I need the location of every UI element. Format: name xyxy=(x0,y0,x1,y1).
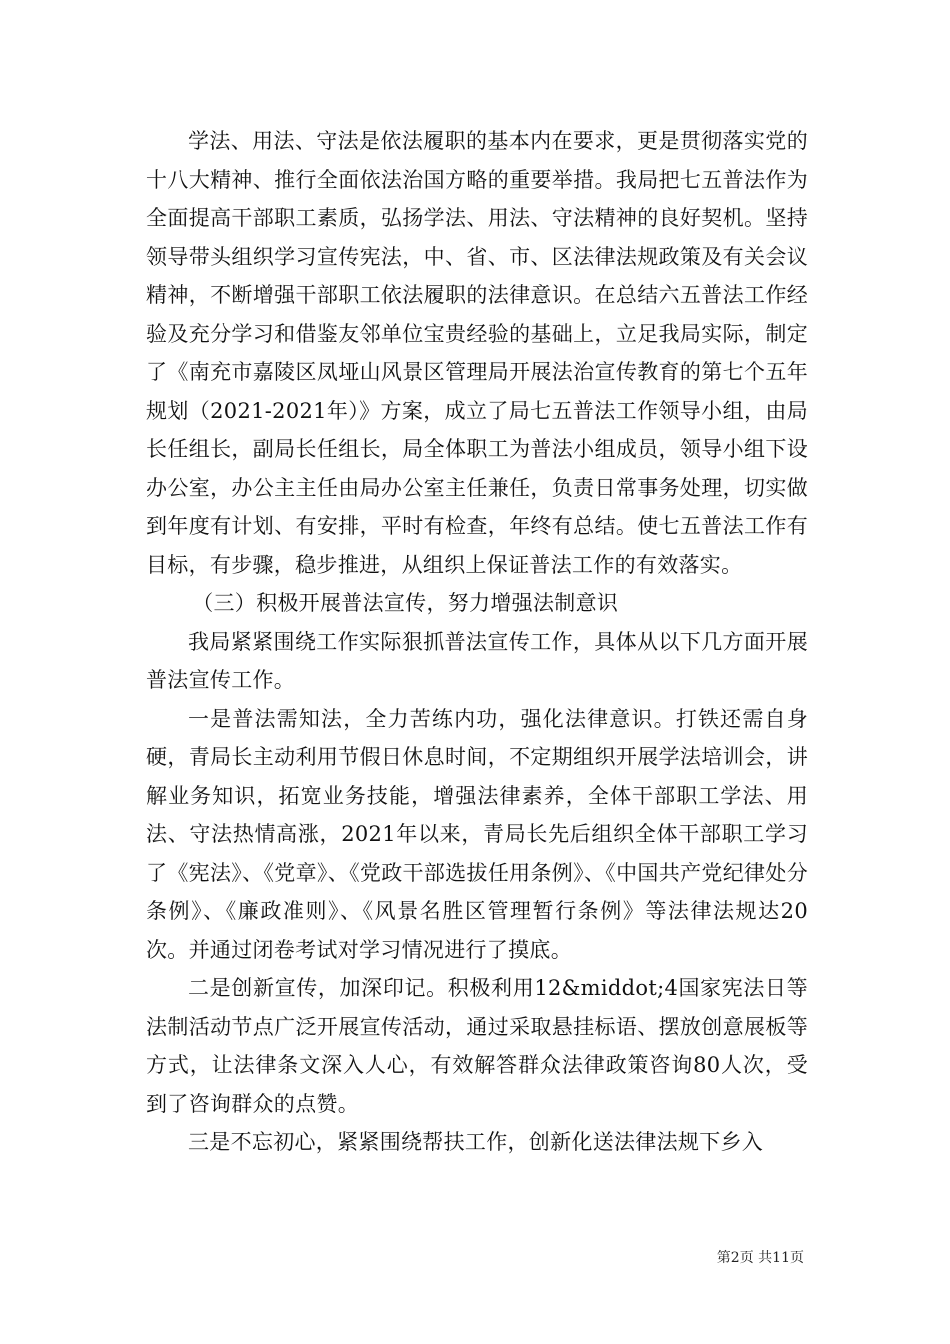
section-heading: （三）积极开展普法宣传，努力增强法制意识 xyxy=(192,591,619,615)
footer-total-pages: 11 xyxy=(772,1250,790,1266)
page-footer xyxy=(717,1247,804,1267)
footer-page-number: 2 xyxy=(730,1250,740,1266)
footer-prefix: 第 xyxy=(716,1250,731,1266)
paragraph-1: 学法、用法、守法是依法履职的基本内在要求，更是贯彻落实党的十八大精神、推行全面依法治国方略的重要举措。我局把七五普法作为全面提高干部职工素质，弘扬学法、用法、守法精神的良好契机。坚持领导带头组织学习宣传宪法，中、省、市、区法律法规政策及有关会议精神，不断增强干部职工依法履职的法律意识。在总结六五普法工作经验及充分学习和借鉴友邻单位宝贵经验的基础上，立足我局实际，制定了《南充市嘉陵区凤垭山风景区管理局开展法治宣传教育的第七个五年规划（2021-2021年）》方案，成立了局七五普法工作领导小组，由局长任组长，副局长任组长，局全体职工为普法小组成员，领导小组下设办公室，办公主主任由局办公室主任兼任，负责日常事务处理，切实做到年度有计划、有安排，平时有检查，年终有总结。使七五普法工作有目标，有步骤，稳步推进，从组织上保证普法工作的有效落实。 xyxy=(146,129,808,577)
footer-suffix: 页 xyxy=(790,1250,804,1266)
footer-middle: 页 共 xyxy=(739,1250,773,1266)
paragraph-4: 二是创新宣传，加深印记。积极利用12&middot;4国家宪法日等法制活动节点广泛开展宣传活动，通过采取悬挂标语、摆放创意展板等方式，让法律条文深入人心，有效解答群众法律政策咨询80人次，受到了咨询群众的点赞。 xyxy=(146,976,808,1116)
paragraph-2: 我局紧紧围绕工作实际狠抓普法宣传工作，具体从以下几方面开展普法宣传工作。 xyxy=(146,629,808,692)
paragraph-5: 三是不忘初心，紧紧围绕帮扶工作，创新化送法律法规下乡入 xyxy=(188,1130,764,1154)
paragraph-3: 一是普法需知法，全力苦练内功，强化法律意识。打铁还需自身硬，青局长主动利用节假日休息时间，不定期组织开展学法培训会，讲解业务知识，拓宽业务技能，增强法律素养，全体干部职工学法、用法、守法热情高涨，2021年以来，青局长先后组织全体干部职工学习了《宪法》、《党章》、《党政干部选拔任用条例》、《中国共产党纪律处分条例》、《廉政准则》、《风景名胜区管理暂行条例》等法律法规达20次。并通过闭卷考试对学习情况进行了摸底。 xyxy=(146,706,808,962)
document-body xyxy=(146,122,808,1162)
